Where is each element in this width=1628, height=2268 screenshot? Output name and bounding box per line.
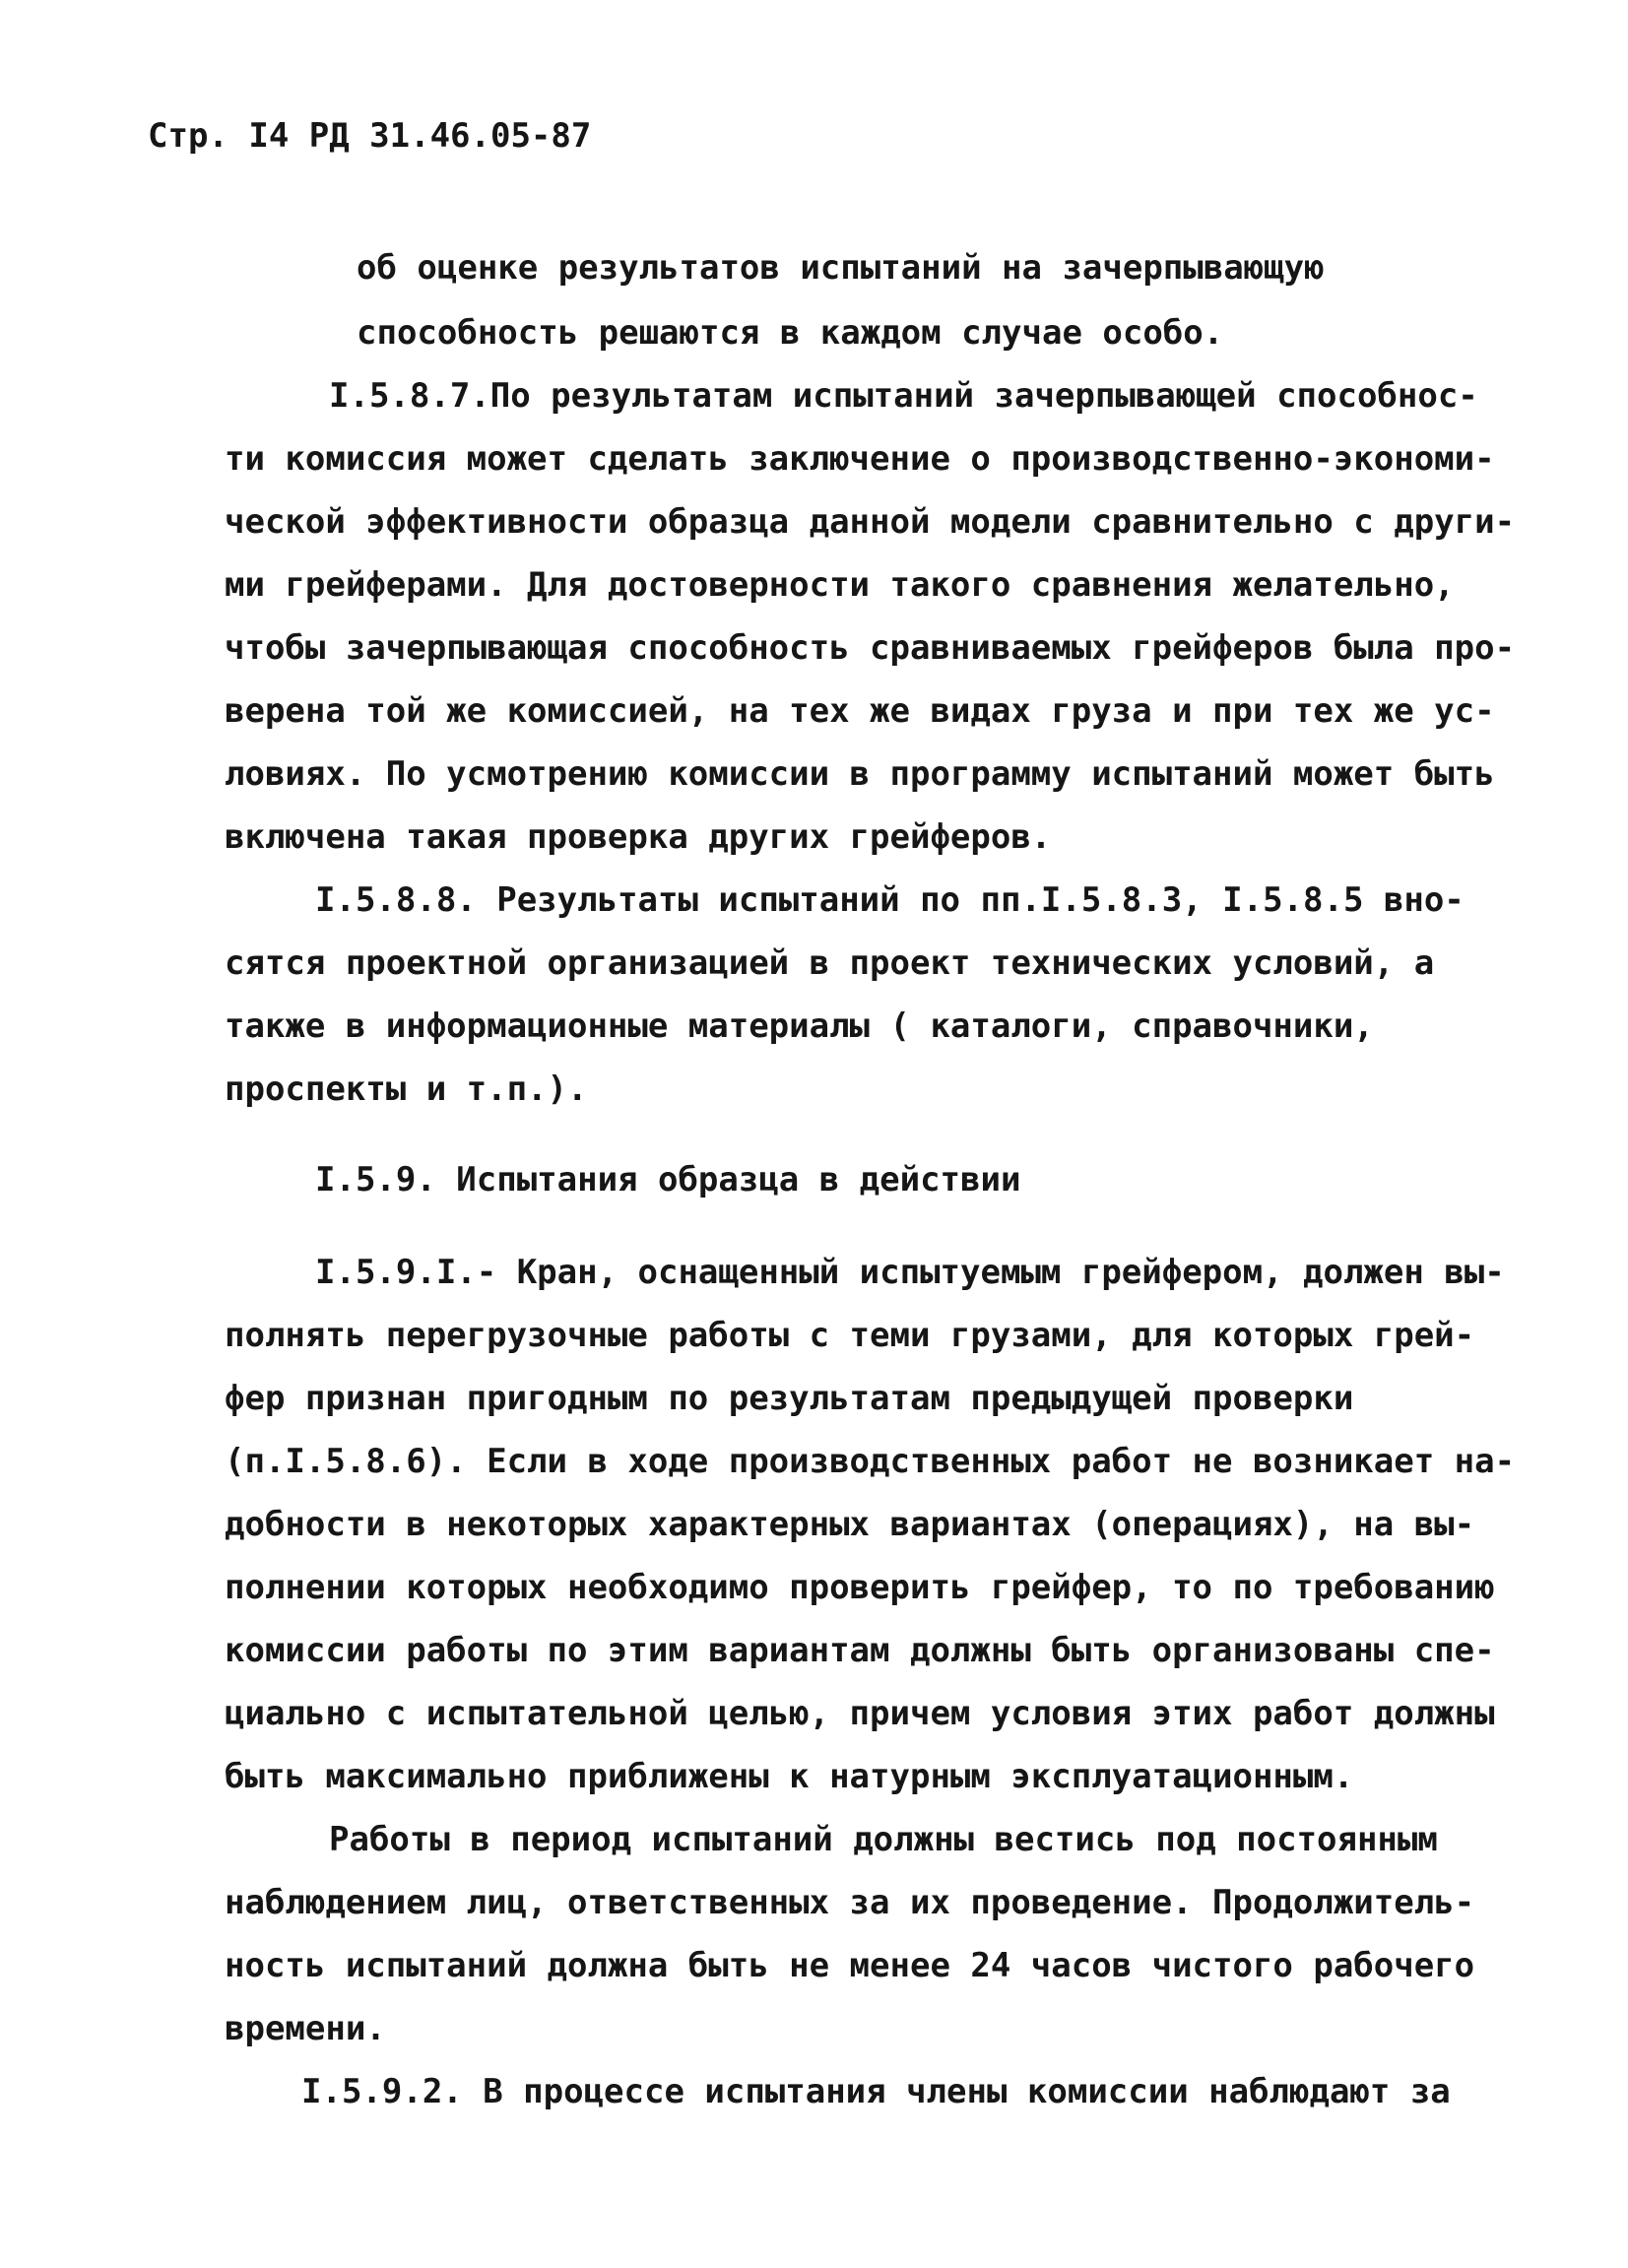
paragraph-start: I.5.8.8. Результаты испытаний по пп.I.5.8.3, I.5.8.5 вно- xyxy=(315,880,1465,920)
text-line: ность испытаний должна быть не менее 24 часов чистого рабочего xyxy=(225,1946,1475,1985)
text-line: ловиях. По усмотрению комиссии в программу испытаний может быть xyxy=(225,754,1495,794)
section-heading: I.5.9. Испытания образца в действии xyxy=(315,1160,1021,1199)
text-line: комиссии работы по этим вариантам должны быть организованы спе- xyxy=(225,1631,1495,1670)
text-line: фер признан пригодным по результатам предыдущей проверки xyxy=(225,1379,1354,1418)
paragraph-start: I.5.9.2. В процессе испытания члены комиссии наблюдают за xyxy=(301,2072,1451,2111)
page-header: Стр. I4 РД 31.46.05-87 xyxy=(148,116,592,156)
text-line: наблюдением лиц, ответственных за их проведение. Продолжитель- xyxy=(225,1883,1475,1922)
text-line: (п.I.5.8.6). Если в ходе производственных работ не возникает на- xyxy=(225,1442,1516,1481)
paragraph-start: Работы в период испытаний должны вестись под постоянным xyxy=(329,1820,1438,1859)
text-line: ческой эффективности образца данной модели сравнительно с други- xyxy=(225,502,1516,542)
text-line: времени. xyxy=(225,2009,386,2048)
text-line: добности в некоторых характерных вариантах (операциях), на вы- xyxy=(225,1505,1475,1544)
text-line: проспекты и т.п.). xyxy=(225,1069,588,1109)
text-line: чтобы зачерпывающая способность сравниваемых грейферов была про- xyxy=(225,628,1516,668)
paragraph-start: I.5.9.I.- Кран, оснащенный испытуемым грейфером, должен вы- xyxy=(315,1253,1505,1292)
text-line: также в информационные материалы ( каталоги, справочники, xyxy=(225,1006,1374,1046)
text-line: верена той же комиссией, на тех же видах груза и при тех же ус- xyxy=(225,691,1495,731)
text-line: способность решаются в каждом случае особо. xyxy=(357,313,1224,353)
text-line: сятся проектной организацией в проект технических условий, а xyxy=(225,943,1435,983)
text-line: полнять перегрузочные работы с теми грузами, для которых грей- xyxy=(225,1316,1475,1355)
paragraph-start: I.5.8.7.По результатам испытаний зачерпывающей способнос- xyxy=(329,376,1478,416)
text-line: быть максимально приближены к натурным эксплуатационным. xyxy=(225,1757,1354,1796)
text-line: ти комиссия может сделать заключение о производственно-экономи- xyxy=(225,439,1495,479)
text-line: циально с испытательной целью, причем условия этих работ должны xyxy=(225,1694,1495,1733)
text-line: включена такая проверка других грейферов. xyxy=(225,817,1052,857)
text-line: об оценке результатов испытаний на зачерпывающую xyxy=(357,248,1325,288)
text-line: ми грейферами. Для достоверности такого сравнения желательно, xyxy=(225,565,1455,605)
text-line: полнении которых необходимо проверить грейфер, то по требованию xyxy=(225,1568,1495,1607)
